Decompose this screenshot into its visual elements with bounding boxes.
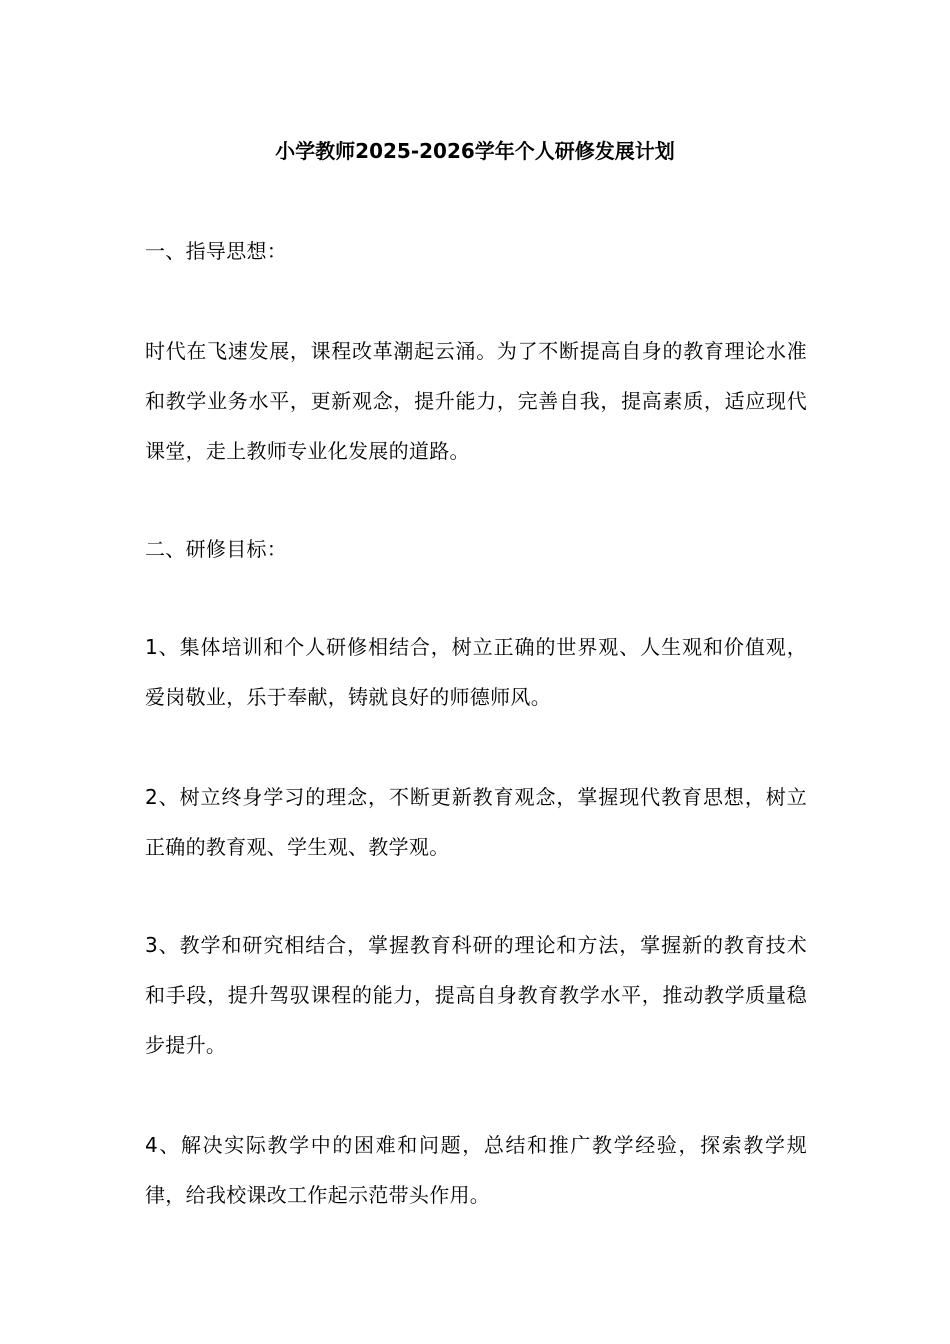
goal-item-1: 1、集体培训和个人研修相结合，树立正确的世界观、人生观和价值观，爱岗敬业，乐于奉献，铸就良好的师德师风。 <box>145 635 807 709</box>
goal-item-2: 2、树立终身学习的理念，不断更新教育观念，掌握现代教育思想，树立正确的教育观、学生观、教学观。 <box>145 785 807 859</box>
section-heading-training-goals: 二、研修目标： <box>145 537 288 561</box>
paragraph-guiding-ideology: 时代在飞速发展，课程改革潮起云涌。为了不断提高自身的教育理论水准和教学业务水平，更新观念，提升能力，完善自我，提高素质，适应现代课堂，走上教师专业化发展的道路。 <box>145 339 807 463</box>
document-title: 小学教师2025-2026学年个人研修发展计划 <box>275 139 675 163</box>
goal-item-4: 4、解决实际教学中的困难和问题，总结和推广教学经验，探索教学规律，给我校课改工作起示范带头作用。 <box>145 1133 807 1207</box>
section-heading-guiding-ideology: 一、指导思想： <box>145 239 288 263</box>
goal-item-3: 3、教学和研究相结合，掌握教育科研的理论和方法，掌握新的教育技术和手段，提升驾驭课程的能力，提高自身教育教学水平，推动教学质量稳步提升。 <box>145 933 807 1057</box>
